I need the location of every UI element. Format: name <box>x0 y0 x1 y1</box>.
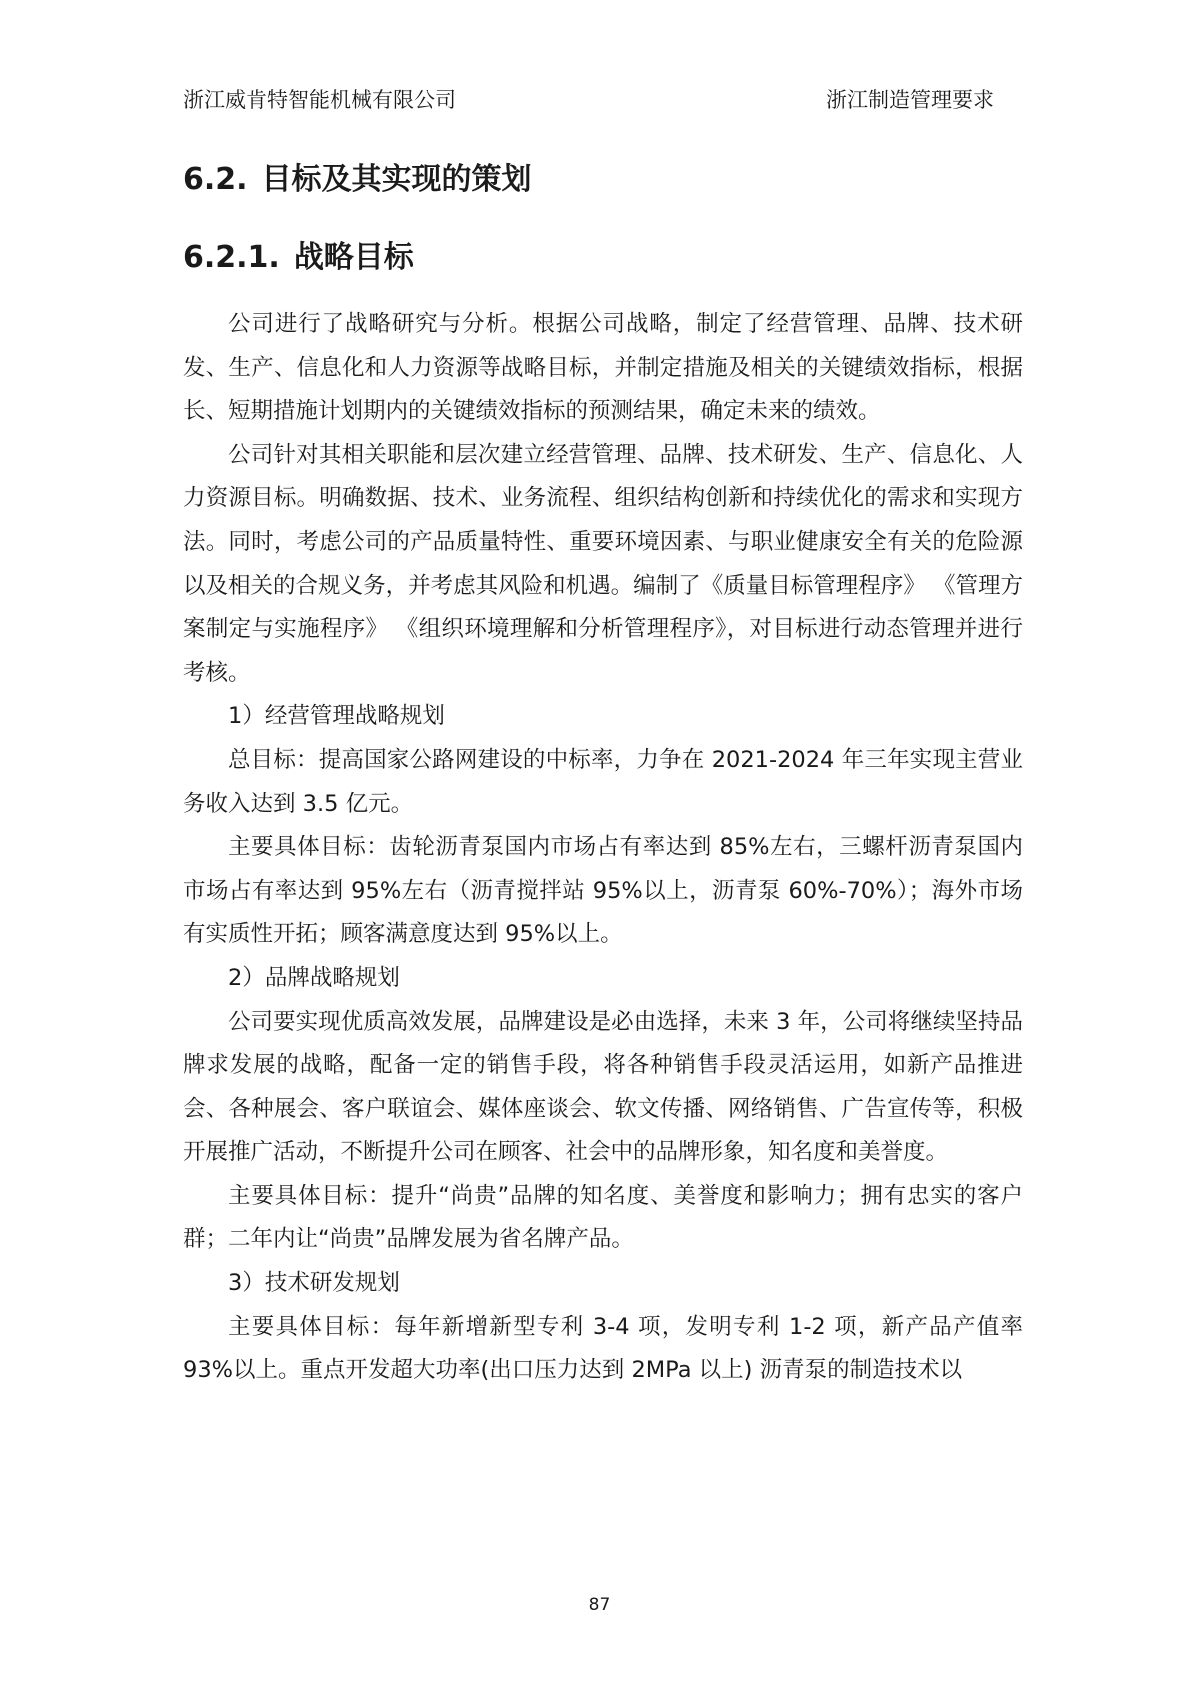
subheading-rnd-plan: 3）技术研发规划 <box>228 1270 400 1297</box>
header-doc-title: 浙江制造管理要求 <box>826 88 994 112</box>
subsection-heading <box>183 238 414 278</box>
section-heading <box>183 160 532 200</box>
subsection-number: 6.2.1. <box>183 240 280 275</box>
section-title: 目标及其实现的策划 <box>261 162 532 197</box>
paragraph: 公司要实现优质高效发展，品牌建设是必由选择，未来 3 年，公司将继续坚持品牌求发展的战略，配备一定的销售手段，将各种销售手段灵活运用，如新产品推进会、各种展会、客户联谊会、媒体座谈会、软文传播、网络销售、广告宣传等，积极开展推广活动，不断提升公司在顾客、社会中的品牌形象，知名度和美誉度。 <box>183 1008 1023 1166</box>
subheading-brand-strategy: 2）品牌战略规划 <box>228 964 400 991</box>
subheading-business-strategy: 1）经营管理战略规划 <box>228 703 445 730</box>
paragraph: 总目标：提高国家公路网建设的中标率，力争在 2021-2024 年三年实现主营业务收入达到 3.5 亿元。 <box>183 746 1023 817</box>
header-company: 浙江威肯特智能机械有限公司 <box>183 88 456 112</box>
section-number: 6.2. <box>183 162 248 197</box>
paragraph: 公司进行了战略研究与分析。根据公司战略，制定了经营管理、品牌、技术研发、生产、信息化和人力资源等战略目标，并制定措施及相关的关键绩效指标，根据长、短期措施计划期内的关键绩效指标的预测结果，确定未来的绩效。 <box>183 311 1023 425</box>
page-header <box>183 85 994 115</box>
body-text <box>183 303 1023 1393</box>
page-number: 87 <box>588 1595 611 1615</box>
paragraph: 主要具体目标：提升“尚贵”品牌的知名度、美誉度和影响力；拥有忠实的客户群；二年内让“尚贵”品牌发展为省名牌产品。 <box>183 1182 1023 1253</box>
subsection-title: 战略目标 <box>293 240 414 275</box>
paragraph: 公司针对其相关职能和层次建立经营管理、品牌、技术研发、生产、信息化、人力资源目标。明确数据、技术、业务流程、组织结构创新和持续优化的需求和实现方法。同时，考虑公司的产品质量特性、重要环境因素、与职业健康安全有关的危险源以及相关的合规义务，并考虑其风险和机遇。编制了《质量目标管理程序》 《管理方案制定与实施程序》 《组织环境理解和分析管理程序》，对目标进行动态管理并进行考核。 <box>183 441 1023 686</box>
paragraph: 主要具体目标：齿轮沥青泵国内市场占有率达到 85%左右，三螺杆沥青泵国内市场占有率达到 95%左右（沥青搅拌站 95%以上，沥青泵 60%-70%）；海外市场有实质性开拓；顾客满意度达到 95%以上。 <box>183 834 1023 948</box>
paragraph: 主要具体目标：每年新增新型专利 3-4 项，发明专利 1-2 项，新产品产值率 93%以上。重点开发超大功率(出口压力达到 2MPa 以上) 沥青泵的制造技术以 <box>183 1313 1023 1384</box>
